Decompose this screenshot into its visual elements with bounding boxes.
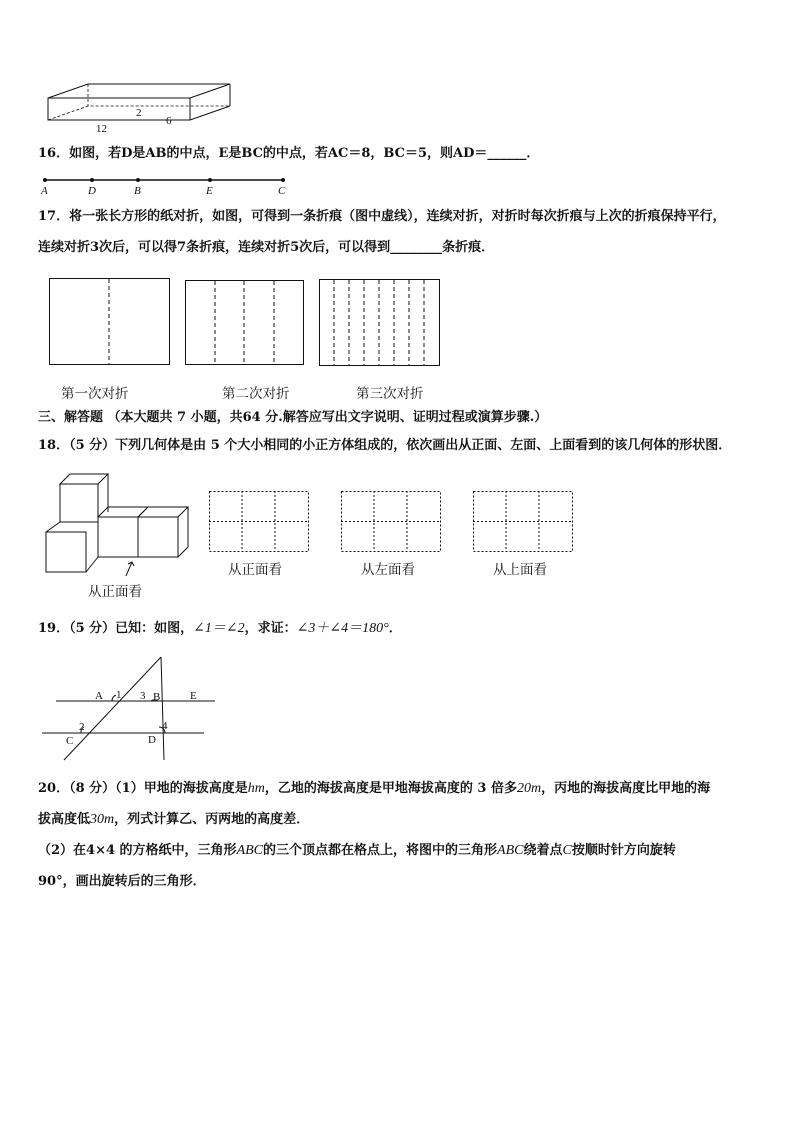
segment-figure [40, 174, 300, 196]
question-18: 18．（5 分）下列几何体是由 5 个大小相同的小正方体组成的，依次画出从正面、左面、上面看到的该几何体的形状图． [38, 438, 732, 453]
view-caption-top: 从上面看 [493, 562, 547, 578]
view-caption-left: 从左面看 [361, 562, 415, 578]
label-4: 4 [162, 720, 168, 732]
question-20-line3: （2）在4×4 的方格纸中，三角形ABC的三个顶点都在格点上，将图中的三角形ABC绕着点C按顺时针方向旋转 [38, 843, 676, 858]
question-20-line4: 90°，画出旋转后的三角形． [38, 874, 206, 889]
answer-blank[interactable]: ______ [487, 146, 527, 161]
section-3-heading: 三、解答题 （本大题共 7 小题，共64 分.解答应写出文字说明、证明过程或演算步骤.） [38, 410, 548, 425]
answer-blank[interactable]: ________ [390, 240, 443, 255]
box-length-label: 12 [96, 123, 107, 135]
label-A: A [95, 690, 103, 702]
fold-caption-3: 第三次对折 [356, 386, 424, 402]
fold-caption-2: 第二次对折 [222, 386, 290, 402]
question-20-line2: 拔高度低30m，列式计算乙、丙两地的高度差． [38, 812, 310, 827]
view-caption-front: 从正面看 [228, 562, 282, 578]
point-A: A [41, 185, 48, 197]
fold-figure-3 [319, 279, 441, 367]
point-C: C [278, 185, 286, 197]
parallel-lines-figure [40, 654, 240, 764]
fold-caption-1: 第一次对折 [61, 386, 129, 402]
question-16: 16．如图，若D是AB的中点，E是BC的中点，若AC＝8，BC＝5，则AD＝______． [38, 146, 540, 161]
cuboid-figure [40, 80, 200, 140]
question-20-line1: 20．（8 分）（1）甲地的海拔高度是hm，乙地的海拔高度是甲地海拔高度的 3 倍多20m，丙地的海拔高度比甲地的海 [38, 781, 711, 796]
question-17-line1: 17．将一张长方形的纸对折，如图，可得到一条折痕（图中虚线），连续对折，对折时每次折痕与上次的折痕保持平行， [38, 209, 726, 224]
grid-top-view[interactable] [473, 491, 573, 553]
cube-solid-figure [44, 470, 204, 580]
fold-figure-1 [49, 278, 171, 366]
label-C: C [66, 735, 74, 747]
label-1: 1 [116, 689, 122, 701]
solid-arrow-caption: 从正面看 [88, 584, 142, 600]
question-17-line2: 连续对折3次后，可以得7条折痕，连续对折5次后，可以得到________条折痕． [38, 240, 495, 255]
box-height-label: 2 [136, 107, 142, 119]
point-B: B [134, 185, 141, 197]
label-3: 3 [140, 690, 146, 702]
point-E: E [206, 185, 213, 197]
label-B: B [153, 691, 161, 703]
label-E: E [190, 690, 197, 702]
point-D: D [88, 185, 96, 197]
grid-front-view[interactable] [209, 491, 309, 553]
label-D: D [148, 734, 156, 746]
box-width-label: 6 [166, 115, 172, 127]
label-2: 2 [79, 721, 85, 733]
grid-left-view[interactable] [341, 491, 441, 553]
question-19: 19．（5 分）已知：如图，∠1＝∠2，求证：∠3＋∠4＝180°． [38, 621, 402, 636]
fold-figure-2 [185, 280, 305, 366]
